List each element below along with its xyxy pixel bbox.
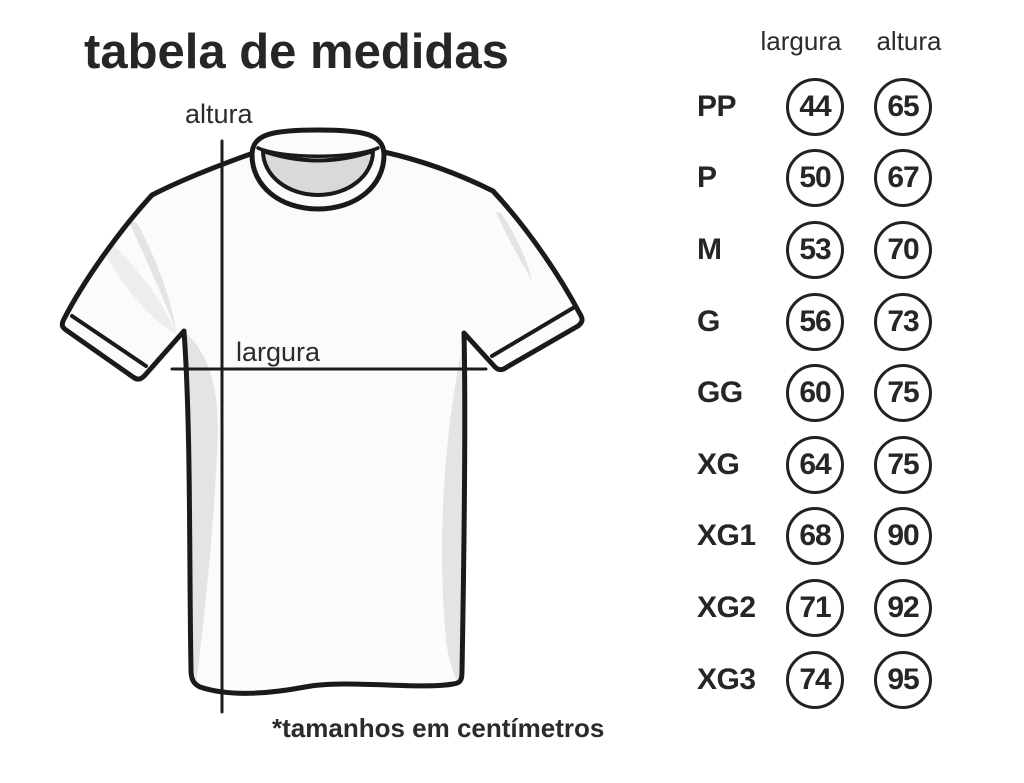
size-label: XG [697,447,740,481]
largura-value-badge: 60 [786,364,844,422]
altura-value-badge: 65 [874,78,932,136]
altura-value-badge: 95 [874,651,932,709]
largura-value-badge: 68 [786,507,844,565]
altura-value-badge: 75 [874,364,932,422]
size-label: GG [697,376,743,410]
table-row [690,143,932,215]
table-row [690,214,932,286]
altura-value-badge: 70 [874,221,932,279]
size-label: XG2 [697,590,756,624]
page-title: tabela de medidas [84,25,509,79]
largura-value-badge: 56 [786,293,844,351]
largura-value-badge: 50 [786,149,844,207]
largura-value-badge: 44 [786,78,844,136]
column-header-largura: largura [760,26,842,56]
largura-value-badge: 71 [786,579,844,637]
size-label: XG1 [697,519,756,553]
altura-value-badge: 75 [874,436,932,494]
column-header-altura: altura [876,26,942,56]
largura-value-badge: 53 [786,221,844,279]
largura-value-badge: 64 [786,436,844,494]
units-footnote: *tamanhos em centímetros [272,713,605,743]
table-row [690,429,932,501]
altura-value-badge: 90 [874,507,932,565]
table-row [690,572,932,644]
table-row [690,357,932,429]
table-row [690,644,932,716]
size-label: M [697,232,722,266]
table-row [690,286,932,358]
size-label: G [697,304,720,338]
size-table [690,71,932,715]
size-label: P [697,161,717,195]
size-label: XG3 [697,662,756,696]
largura-diagram-label: largura [236,337,321,367]
altura-value-badge: 92 [874,579,932,637]
altura-diagram-label: altura [185,99,253,129]
altura-value-badge: 73 [874,293,932,351]
largura-value-badge: 74 [786,651,844,709]
size-label: PP [697,89,737,123]
altura-value-badge: 67 [874,149,932,207]
table-row [690,71,932,143]
table-row [690,501,932,573]
